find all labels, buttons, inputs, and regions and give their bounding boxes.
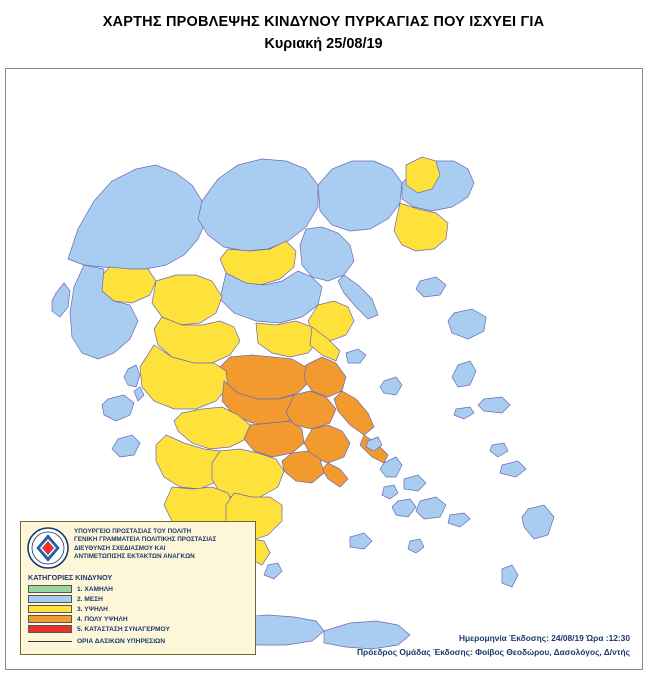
- legend-swatch-medium: [28, 595, 72, 604]
- legend-swatch-low: [28, 585, 72, 594]
- legend-swatch-very-high: [28, 615, 72, 624]
- legend-org-line-1: ΥΠΟΥΡΓΕΙΟ ΠΡΟΣΤΑΣΙΑΣ ΤΟΥ ΠΟΛΙΤΗ: [74, 528, 192, 535]
- civil-protection-emblem-icon: [26, 526, 70, 570]
- legend-item-low: [28, 584, 250, 594]
- legend-header: [26, 526, 250, 570]
- legend-boundary-row: [28, 638, 250, 645]
- legend-item-alarm: [28, 624, 250, 634]
- legend-item-medium: [28, 594, 250, 604]
- legend-swatch-high: [28, 605, 72, 614]
- legend-organization: [74, 526, 216, 562]
- legend-label-medium: 2. ΜΕΣΗ: [77, 595, 103, 603]
- issue-datetime: Ημερομηνία Έκδοσης: 24/08/19 Ώρα :12:30: [459, 633, 630, 643]
- legend-org-line-4: ΑΝΤΙΜΕΤΩΠΙΣΗΣ ΕΚΤΑΚΤΩΝ ΑΝΑΓΚΩΝ: [74, 553, 195, 561]
- map-frame: [5, 68, 643, 670]
- legend-category-list: [28, 584, 250, 634]
- legend-label-very-high: 4. ΠΟΛΥ ΥΨΗΛΗ: [77, 615, 128, 623]
- legend-label-high: 3. ΥΨΗΛΗ: [77, 605, 108, 613]
- legend-item-very-high: [28, 614, 250, 624]
- legend-categories-title: ΚΑΤΗΓΟΡΙΕΣ ΚΙΝΔΥΝΟΥ: [28, 573, 113, 582]
- legend-org-line-3: ΔΙΕΥΘΥΝΣΗ ΣΧΕΔΙΑΣΜΟΥ ΚΑΙ: [74, 544, 166, 552]
- legend-box: [20, 521, 256, 655]
- page-title: [0, 12, 647, 54]
- map-footer-info: [357, 631, 630, 659]
- legend-item-high: [28, 604, 250, 614]
- legend-swatch-alarm: [28, 625, 72, 634]
- legend-label-low: 1. ΧΑΜΗΛΗ: [77, 585, 113, 593]
- page-title-line-1: ΧΑΡΤΗΣ ΠΡΟΒΛΕΨΗΣ ΚΙΝΔΥΝΟΥ ΠΥΡΚΑΓΙΑΣ ΠΟΥ ΙΣΧΥΕΙ ΓΙΑ: [102, 14, 545, 30]
- issuing-chair: Πρόεδρος Ομάδας Έκδοσης: Φοίβος Θεοδώρου, Δασολόγος, Δ/ντής: [357, 647, 630, 657]
- forest-service-boundary-icon: [28, 641, 72, 642]
- legend-label-alarm: 5. ΚΑΤΑΣΤΑΣΗ ΣΥΝΑΓΕΡΜΟΥ: [77, 625, 170, 633]
- page-title-line-2: Κυριακή 25/08/19: [264, 36, 383, 52]
- legend-org-line-2: ΓΕΝΙΚΗ ΓΡΑΜΜΑΤΕΙΑ ΠΟΛΙΤΙΚΗΣ ΠΡΟΣΤΑΣΙΑΣ: [74, 536, 217, 544]
- legend-boundary-label: ΟΡΙΑ ΔΑΣΙΚΩΝ ΥΠΗΡΕΣΙΩΝ: [77, 638, 166, 645]
